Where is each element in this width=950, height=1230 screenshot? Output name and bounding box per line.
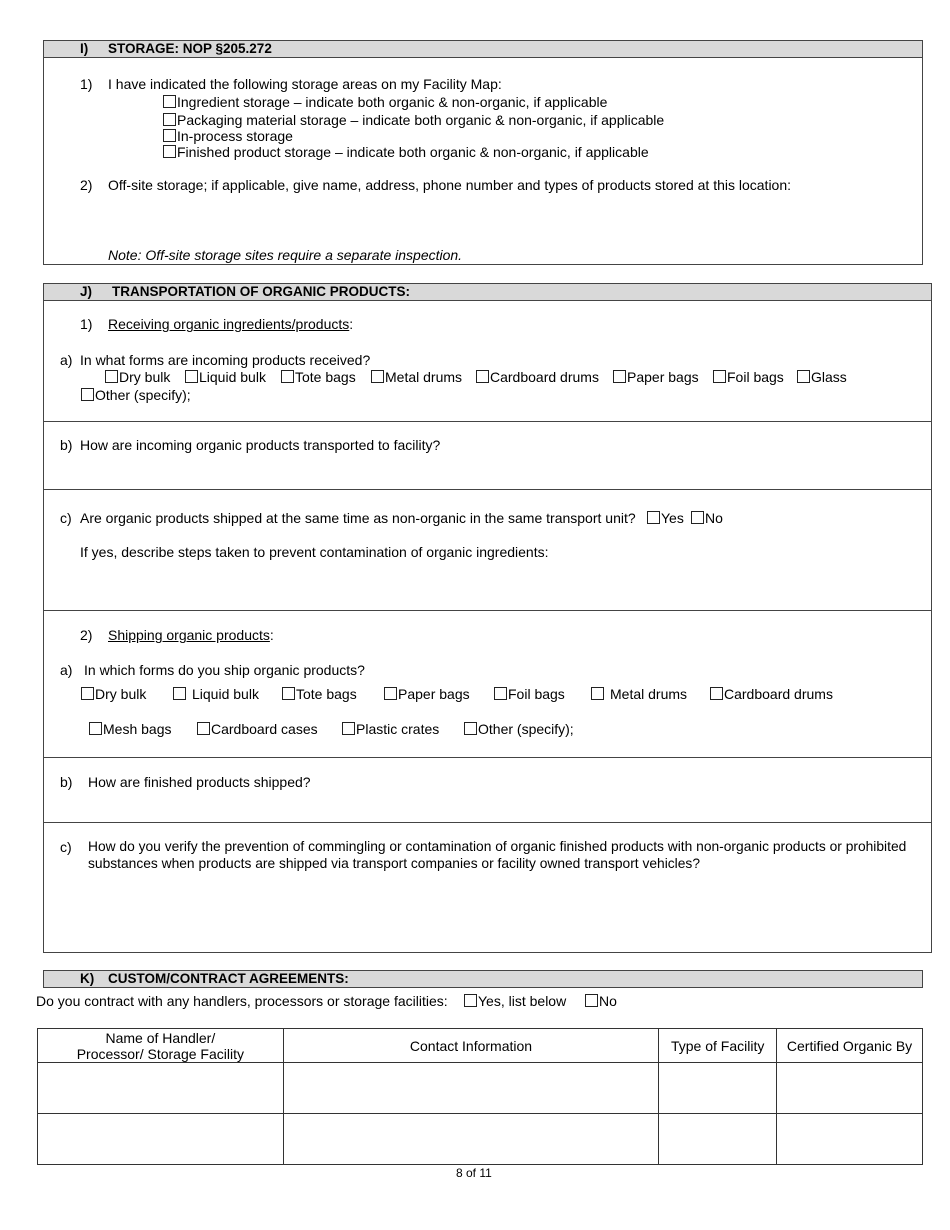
checkbox-icon bbox=[81, 687, 94, 700]
shipping-number: 2) bbox=[80, 627, 93, 643]
section-k-title: CUSTOM/CONTRACT AGREEMENTS: bbox=[108, 971, 349, 986]
ship-liquid-bulk-checkbox[interactable]: Liquid bulk bbox=[173, 686, 259, 702]
storage-ingredient-checkbox[interactable]: Ingredient storage – indicate both organic & non-organic, if applicable bbox=[163, 94, 607, 110]
table-cell-input[interactable] bbox=[659, 1114, 777, 1165]
shipping-c-question-line2: substances when products are shipped via transport companies or facility owned transport vehicles? bbox=[88, 856, 700, 871]
incoming-tote-bags-checkbox[interactable]: Tote bags bbox=[281, 369, 356, 385]
checkbox-icon bbox=[464, 722, 477, 735]
section-i-title: STORAGE: NOP §205.272 bbox=[108, 41, 272, 56]
table-cell-input[interactable] bbox=[659, 1063, 777, 1114]
ship-cardboard-cases-checkbox[interactable]: Cardboard cases bbox=[197, 721, 318, 737]
storage-q2-number: 2) bbox=[80, 177, 93, 193]
incoming-dry-bulk-checkbox[interactable]: Dry bulk bbox=[105, 369, 170, 385]
incoming-paper-bags-checkbox[interactable]: Paper bags bbox=[613, 369, 699, 385]
same-transport-no-checkbox[interactable]: No bbox=[691, 510, 723, 526]
checkbox-icon bbox=[163, 95, 176, 108]
shipping-heading: Shipping organic products: bbox=[108, 627, 274, 643]
shipping-a-letter: a) bbox=[60, 662, 73, 678]
divider bbox=[43, 610, 932, 611]
incoming-foil-bags-checkbox[interactable]: Foil bags bbox=[713, 369, 784, 385]
ship-tote-bags-checkbox[interactable]: Tote bags bbox=[282, 686, 357, 702]
table-row bbox=[38, 1063, 923, 1114]
receiving-heading: Receiving organic ingredients/products: bbox=[108, 316, 354, 332]
incoming-other-checkbox[interactable]: Other (specify); bbox=[81, 387, 191, 403]
storage-packaging-checkbox[interactable]: Packaging material storage – indicate both organic & non-organic, if applicable bbox=[163, 112, 664, 128]
receiving-c-letter: c) bbox=[60, 510, 72, 526]
incoming-glass-checkbox[interactable]: Glass bbox=[797, 369, 847, 385]
checkbox-icon bbox=[163, 113, 176, 126]
checkbox-icon bbox=[647, 511, 660, 524]
section-j-title: TRANSPORTATION OF ORGANIC PRODUCTS: bbox=[112, 284, 410, 299]
header-name-of-handler: Name of Handler/ Processor/ Storage Facility bbox=[38, 1029, 284, 1063]
checkbox-icon bbox=[476, 370, 489, 383]
section-j-letter: J) bbox=[80, 284, 93, 299]
contract-yes-checkbox[interactable]: Yes, list below bbox=[464, 993, 566, 1009]
ship-metal-drums-checkbox[interactable]: Metal drums bbox=[591, 686, 687, 702]
checkbox-icon bbox=[163, 145, 176, 158]
checkbox-icon bbox=[282, 687, 295, 700]
divider bbox=[43, 421, 932, 422]
shipping-b-letter: b) bbox=[60, 774, 73, 790]
ship-cardboard-drums-checkbox[interactable]: Cardboard drums bbox=[710, 686, 833, 702]
ship-dry-bulk-checkbox[interactable]: Dry bulk bbox=[81, 686, 146, 702]
storage-in-process-checkbox[interactable]: In-process storage bbox=[163, 128, 293, 144]
checkbox-icon bbox=[494, 687, 507, 700]
contract-question: Do you contract with any handlers, processors or storage facilities: bbox=[36, 993, 448, 1009]
checkbox-icon bbox=[585, 994, 598, 1007]
checkbox-icon bbox=[384, 687, 397, 700]
contract-no-checkbox[interactable]: No bbox=[585, 993, 617, 1009]
checkbox-icon bbox=[342, 722, 355, 735]
header-certified-organic-by: Certified Organic By bbox=[777, 1029, 923, 1063]
checkbox-icon bbox=[710, 687, 723, 700]
checkbox-icon bbox=[197, 722, 210, 735]
checkbox-icon bbox=[105, 370, 118, 383]
receiving-a-letter: a) bbox=[60, 352, 73, 368]
checkbox-icon bbox=[81, 388, 94, 401]
section-j-header bbox=[43, 283, 932, 301]
section-i-letter: I) bbox=[80, 41, 89, 56]
ship-paper-bags-checkbox[interactable]: Paper bags bbox=[384, 686, 470, 702]
incoming-cardboard-drums-checkbox[interactable]: Cardboard drums bbox=[476, 369, 599, 385]
offsite-note: Note: Off-site storage sites require a separate inspection. bbox=[108, 247, 463, 263]
section-k-header bbox=[43, 970, 923, 988]
divider bbox=[43, 822, 932, 823]
storage-q2-text: Off-site storage; if applicable, give name, address, phone number and types of products stored at this location: bbox=[108, 177, 792, 193]
header-type-of-facility: Type of Facility bbox=[659, 1029, 777, 1063]
storage-q1-text: I have indicated the following storage areas on my Facility Map: bbox=[108, 76, 502, 92]
header-contact-information: Contact Information bbox=[283, 1029, 659, 1063]
shipping-c-letter: c) bbox=[60, 839, 72, 855]
ship-mesh-bags-checkbox[interactable]: Mesh bags bbox=[89, 721, 171, 737]
table-row bbox=[38, 1114, 923, 1165]
receiving-c-followup: If yes, describe steps taken to prevent contamination of organic ingredients: bbox=[80, 544, 549, 560]
incoming-metal-drums-checkbox[interactable]: Metal drums bbox=[371, 369, 462, 385]
ship-plastic-crates-checkbox[interactable]: Plastic crates bbox=[342, 721, 439, 737]
same-transport-yes-checkbox[interactable]: Yes bbox=[647, 510, 684, 526]
checkbox-icon bbox=[89, 722, 102, 735]
contracts-table bbox=[37, 1028, 923, 1165]
checkbox-icon bbox=[613, 370, 626, 383]
receiving-a-question: In what forms are incoming products received? bbox=[80, 352, 371, 368]
checkbox-icon bbox=[173, 687, 186, 700]
table-header-row bbox=[38, 1029, 923, 1063]
table-cell-input[interactable] bbox=[38, 1063, 284, 1114]
shipping-b-question: How are finished products shipped? bbox=[88, 774, 311, 790]
incoming-liquid-bulk-checkbox[interactable]: Liquid bulk bbox=[185, 369, 266, 385]
checkbox-icon bbox=[797, 370, 810, 383]
checkbox-icon bbox=[163, 129, 176, 142]
ship-other-checkbox[interactable]: Other (specify); bbox=[464, 721, 574, 737]
table-cell-input[interactable] bbox=[38, 1114, 284, 1165]
receiving-b-letter: b) bbox=[60, 437, 73, 453]
storage-q1-number: 1) bbox=[80, 76, 93, 92]
checkbox-icon bbox=[185, 370, 198, 383]
checkbox-icon bbox=[464, 994, 477, 1007]
section-i-header bbox=[43, 40, 923, 58]
section-k-letter: K) bbox=[80, 971, 95, 986]
shipping-a-question: In which forms do you ship organic products? bbox=[84, 662, 365, 678]
receiving-number: 1) bbox=[80, 316, 93, 332]
shipping-c-question-line1: How do you verify the prevention of commingling or contamination of organic finished products with non-organic products or prohibited bbox=[88, 839, 907, 854]
divider bbox=[43, 757, 932, 758]
divider bbox=[43, 489, 932, 490]
table-cell-input[interactable] bbox=[283, 1114, 659, 1165]
storage-finished-checkbox[interactable]: Finished product storage – indicate both organic & non-organic, if applicable bbox=[163, 144, 649, 160]
receiving-b-question: How are incoming organic products transported to facility? bbox=[80, 437, 441, 453]
checkbox-icon bbox=[281, 370, 294, 383]
receiving-c-question: Are organic products shipped at the same time as non-organic in the same transport unit? bbox=[80, 510, 636, 526]
checkbox-icon bbox=[371, 370, 384, 383]
page-number: 8 of 11 bbox=[456, 1166, 492, 1180]
table-cell-input[interactable] bbox=[777, 1063, 923, 1114]
table-cell-input[interactable] bbox=[777, 1114, 923, 1165]
checkbox-icon bbox=[691, 511, 704, 524]
checkbox-icon bbox=[591, 687, 604, 700]
ship-foil-bags-checkbox[interactable]: Foil bags bbox=[494, 686, 565, 702]
table-cell-input[interactable] bbox=[283, 1063, 659, 1114]
checkbox-icon bbox=[713, 370, 726, 383]
